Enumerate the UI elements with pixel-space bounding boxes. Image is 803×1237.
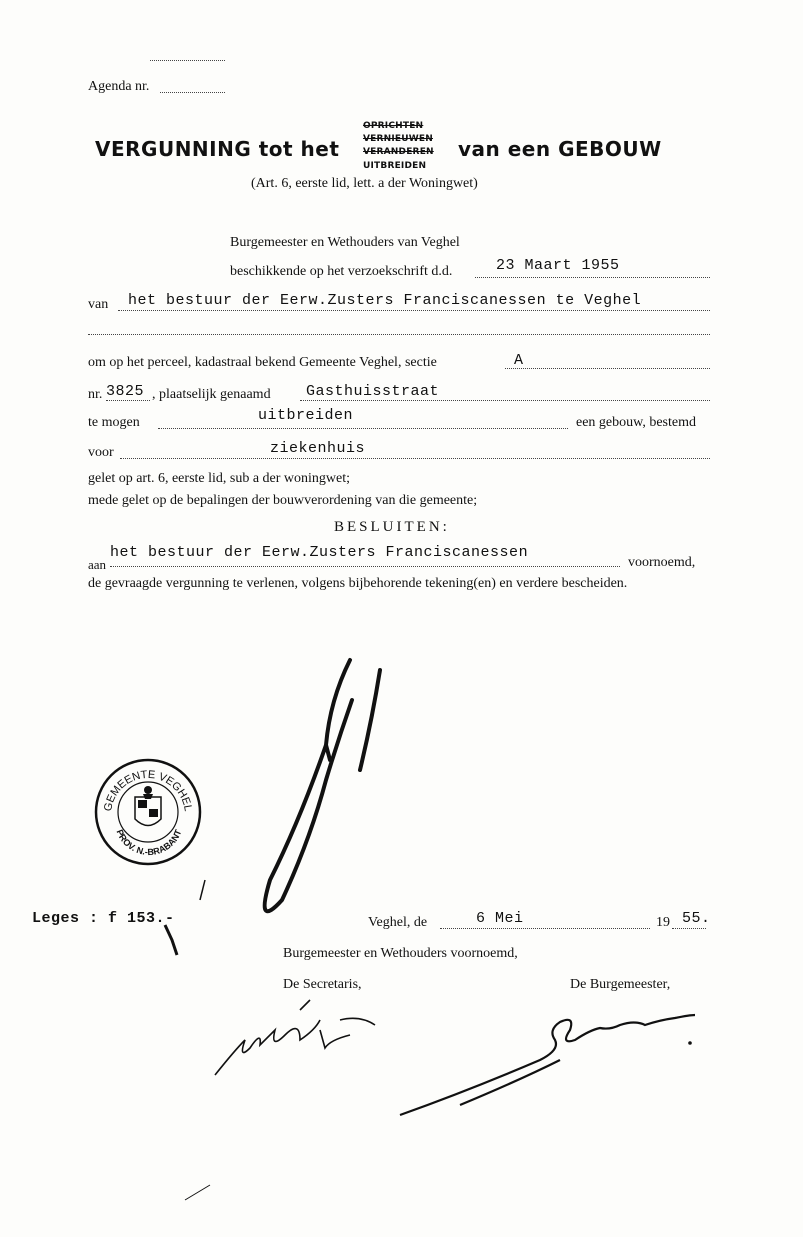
- van-label: van: [88, 297, 109, 312]
- applicant-line-2: [88, 334, 710, 335]
- coat-of-arms-icon: [135, 786, 161, 826]
- locality-line: [300, 400, 710, 401]
- parcel-label: om op het perceel, kadastraal bekend Gemeente Veghel, sectie: [88, 355, 437, 370]
- title-right: van een GEBOUW: [458, 137, 662, 161]
- secretary-label: De Secretaris,: [283, 977, 362, 992]
- request-date-line: [475, 277, 710, 278]
- applicant: het bestuur der Eerw.Zusters Franciscanessen te Veghel: [128, 292, 642, 309]
- signatories: Burgemeester en Wethouders voornoemd,: [283, 946, 518, 961]
- recipient-line: [110, 566, 620, 567]
- aan-label: aan: [88, 557, 107, 572]
- top-rule: [150, 60, 225, 61]
- nr-line: [106, 400, 150, 401]
- mogen-label: te mogen: [88, 415, 140, 430]
- agenda-label: Agenda nr.: [88, 79, 150, 94]
- locality-label: , plaatselijk genaamd: [152, 387, 271, 402]
- building-label: een gebouw, bestemd: [576, 415, 696, 430]
- title-option-veranderen: VERANDEREN: [363, 147, 434, 157]
- action-line: [158, 428, 568, 429]
- date-line: [440, 928, 650, 929]
- seal-top-text: GEMEENTE VEGHEL: [102, 768, 194, 813]
- voor-label: voor: [88, 445, 114, 460]
- purpose-line: [120, 458, 710, 459]
- recipient: het bestuur der Eerw.Zusters Franciscanessen: [110, 544, 529, 561]
- purpose-value: ziekenhuis: [270, 440, 366, 457]
- place-label: Veghel, de: [368, 915, 428, 930]
- subtitle: (Art. 6, eerste lid, lett. a der Woningwet): [251, 176, 478, 191]
- year-prefix: 19: [656, 915, 670, 930]
- section-line: [505, 368, 710, 369]
- agenda-field: [160, 92, 225, 93]
- mayor-label: De Burgemeester,: [570, 977, 671, 992]
- municipal-seal: [93, 757, 203, 867]
- authority: Burgemeester en Wethouders van Veghel: [230, 235, 460, 250]
- legal-text-1: gelet op art. 6, eerste lid, sub a der woningwet;: [88, 471, 351, 486]
- applicant-line: [118, 310, 710, 311]
- locality-value: Gasthuisstraat: [306, 383, 440, 400]
- nr-value: 3825: [106, 383, 145, 400]
- legal-text-2: mede gelet op de bepalingen der bouwverordening van die gemeente;: [88, 493, 478, 508]
- action-value: uitbreiden: [258, 407, 354, 424]
- decision-heading: BESLUITEN:: [334, 519, 450, 535]
- date-day-month: 6 Mei: [476, 910, 524, 927]
- title-left: VERGUNNING tot het: [95, 137, 340, 161]
- grant-text: de gevraagde vergunning te verlenen, volgens bijbehorende tekening(en) en verdere bescheiden.: [88, 576, 628, 591]
- voornoemd: voornoemd,: [628, 555, 696, 570]
- year-line: [672, 928, 706, 929]
- seal-bottom-text: PROV. N.-BRABANT: [114, 828, 184, 858]
- fees: Leges : f 153.-: [32, 910, 175, 927]
- request-date: 23 Maart 1955: [496, 257, 620, 274]
- title-option-vernieuwen: VERNIEUWEN: [363, 134, 433, 144]
- title-option-uitbreiden: UITBREIDEN: [363, 161, 427, 171]
- year-suffix: 55.: [682, 910, 711, 927]
- request-label: beschikkende op het verzoekschrift d.d.: [230, 264, 453, 279]
- section-value: A: [514, 352, 524, 369]
- nr-label: nr.: [88, 387, 103, 402]
- title-option-oprichten: OPRICHTEN: [363, 121, 424, 131]
